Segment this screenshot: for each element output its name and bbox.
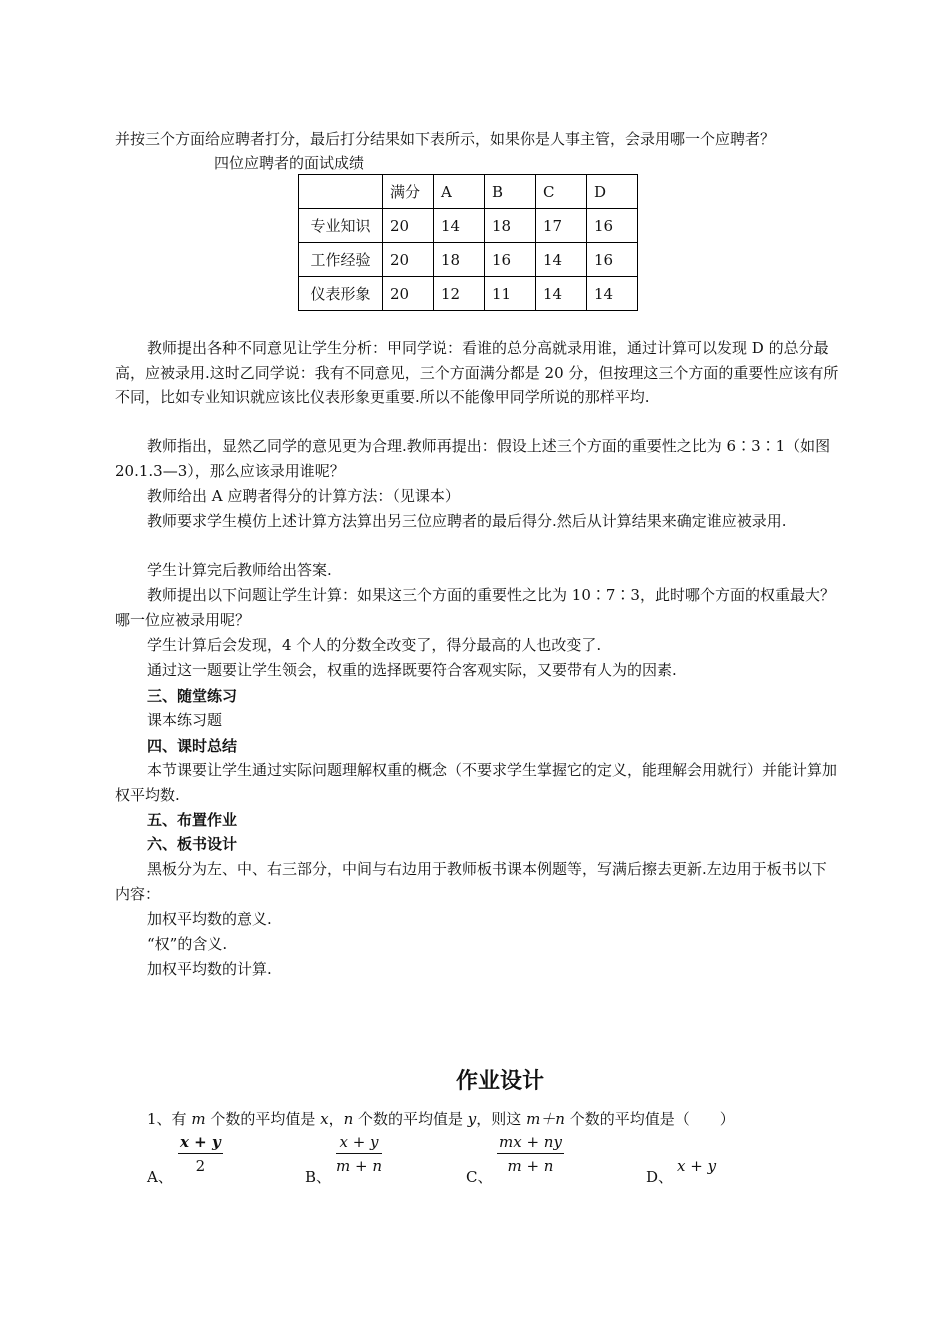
section-heading: 五、布置作业 xyxy=(147,811,238,829)
paragraph: 课本练习题 xyxy=(147,711,223,729)
table-header-row xyxy=(299,175,638,209)
option-c-label: C、 xyxy=(466,1168,493,1186)
header-cell: C xyxy=(536,175,587,209)
table-cell: 14 xyxy=(434,209,485,243)
option-d-label: D、 xyxy=(646,1168,674,1186)
table-cell: 18 xyxy=(434,243,485,277)
table-cell: 16 xyxy=(587,243,638,277)
paragraph: “权”的含义. xyxy=(147,935,228,953)
option-c-fraction: $\frac{mx + ny}{m + n}$ xyxy=(499,1133,562,1175)
row-label: 仪表形象 xyxy=(299,277,383,311)
table-cell: 16 xyxy=(587,209,638,243)
table-cell: 14 xyxy=(536,243,587,277)
table-cell: 16 xyxy=(485,243,536,277)
paragraph: 教师要求学生模仿上述计算方法算出另三位应聘者的最后得分.然后从计算结果来确定谁应被录用. xyxy=(147,512,787,530)
paragraph: 教师给出 A 应聘者得分的计算方法：（见课本） xyxy=(147,487,460,505)
question-1: 1、有 m 个数的平均值是 x，n 个数的平均值是 y，则这 m＋n 个数的平均值是（ ） xyxy=(147,1110,735,1128)
option-a-fraction: $\frac{x + y}{2}$ xyxy=(180,1133,221,1175)
table-row xyxy=(299,277,638,311)
table-cell: 17 xyxy=(536,209,587,243)
option-a-label: A、 xyxy=(147,1168,173,1186)
paragraph: 教师提出各种不同意见让学生分析：甲同学说：看谁的总分高就录用谁，通过计算可以发现 D 的总分最高，应被录用.这时乙同学说：我有不同意见，三个方面满分都是 20 分，但按理这三个方面的重要性应该有所不同，比如专业知识就应该比仪表形象更重要.所以不能像甲同学所说的那样平均. xyxy=(115,339,839,406)
header-cell: B xyxy=(485,175,536,209)
paragraph: 本节课要让学生通过实际问题理解权重的概念（不要求学生掌握它的定义，能理解会用就行）并能计算加权平均数. xyxy=(115,761,838,804)
paragraph: 学生计算后会发现，4 个人的分数全改变了，得分最高的人也改变了. xyxy=(147,636,602,654)
table-cell: 14 xyxy=(536,277,587,311)
table-caption: 四位应聘者的面试成绩 xyxy=(214,154,365,172)
paragraph: 加权平均数的意义. xyxy=(147,910,272,928)
table-cell: 20 xyxy=(383,209,434,243)
paragraph: 通过这一题要让学生领会，权重的选择既要符合客观实际，又要带有人为的因素. xyxy=(147,661,677,679)
row-label: 工作经验 xyxy=(299,243,383,277)
intro-text: 并按三个方面给应聘者打分，最后打分结果如下表所示，如果你是人事主管，会录用哪一个应聘者？ xyxy=(115,130,776,148)
header-cell: D xyxy=(587,175,638,209)
score-table xyxy=(298,174,638,311)
row-label: 专业知识 xyxy=(299,209,383,243)
section-heading: 三、随堂练习 xyxy=(147,687,238,705)
table-cell: 20 xyxy=(383,243,434,277)
section-heading: 六、板书设计 xyxy=(147,835,238,853)
section-heading: 四、课时总结 xyxy=(147,737,238,755)
paragraph: 黑板分为左、中、右三部分，中间与右边用于教师板书课本例题等，写满后擦去更新.左边用于板书以下内容： xyxy=(115,860,827,903)
paragraph: 加权平均数的计算. xyxy=(147,960,272,978)
table-cell: 14 xyxy=(587,277,638,311)
homework-title: 作业设计 xyxy=(455,1069,544,1094)
option-d-expression: x + y xyxy=(677,1157,717,1175)
header-cell: 满分 xyxy=(383,175,434,209)
table-row xyxy=(299,243,638,277)
option-b-fraction: $\frac{x + y}{m + n}$ xyxy=(336,1133,382,1175)
header-cell xyxy=(299,175,383,209)
table-cell: 18 xyxy=(485,209,536,243)
paragraph: 教师提出以下问题让学生计算：如果这三个方面的重要性之比为 10∶7∶3，此时哪个方面的权重最大？哪一位应被录用呢？ xyxy=(115,586,835,629)
option-b-label: B、 xyxy=(305,1168,332,1186)
paragraph: 学生计算完后教师给出答案. xyxy=(147,561,332,579)
table-row xyxy=(299,209,638,243)
table-cell: 12 xyxy=(434,277,485,311)
header-cell: A xyxy=(434,175,485,209)
table-cell: 20 xyxy=(383,277,434,311)
table-cell: 11 xyxy=(485,277,536,311)
paragraph: 教师指出，显然乙同学的意见更为合理.教师再提出：假设上述三个方面的重要性之比为 6∶3∶1（如图 20.1.3—3），那么应该录用谁呢？ xyxy=(115,437,831,480)
